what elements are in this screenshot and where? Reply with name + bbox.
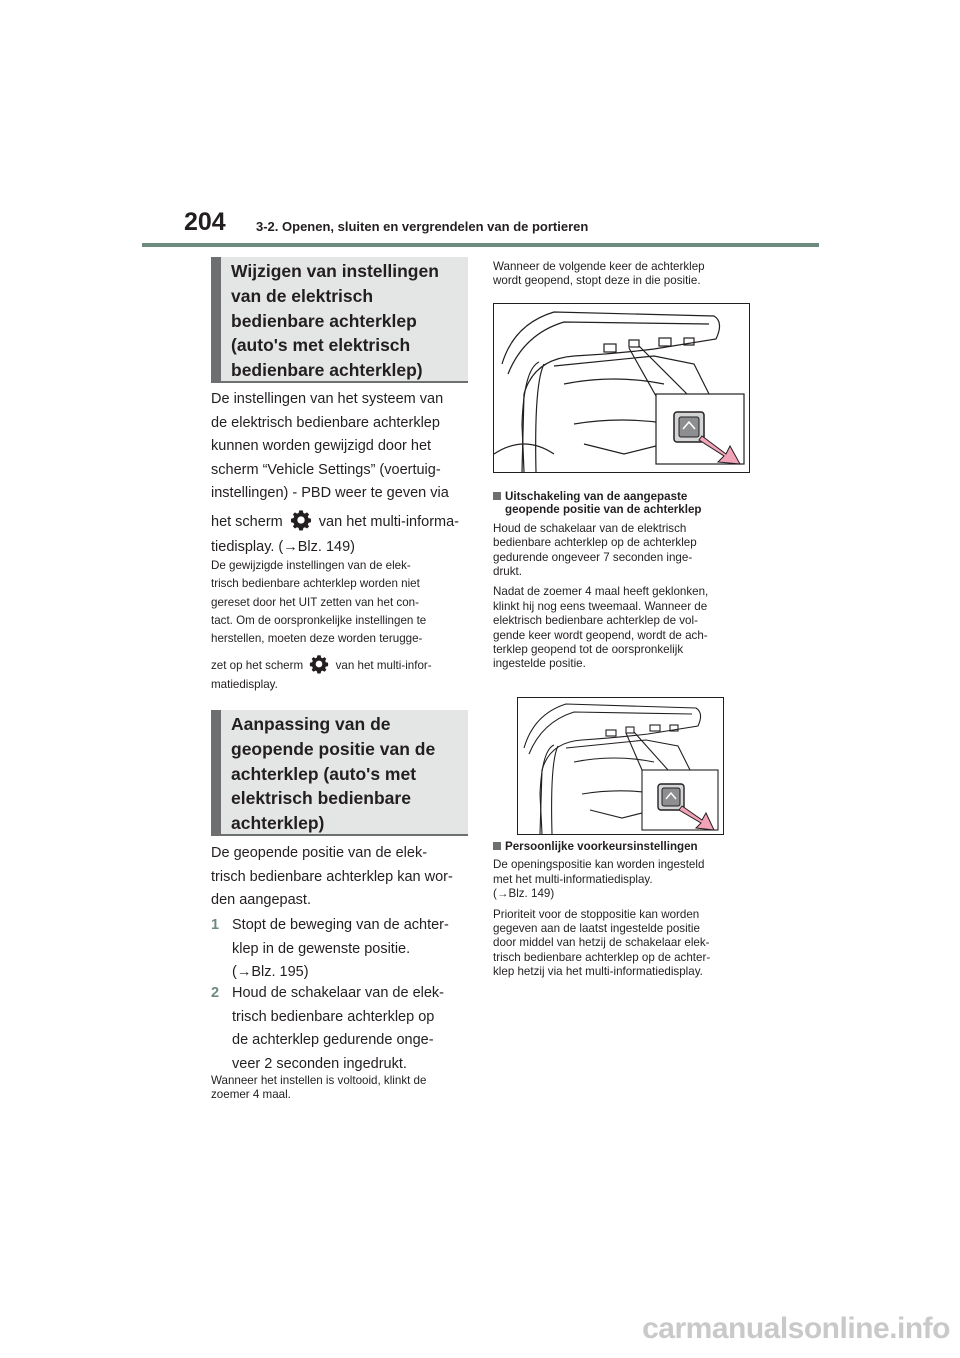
text-line: De gewijzigde instellingen van de elek-	[211, 559, 411, 572]
text-line: instellingen) - PBD weer te geven via	[211, 485, 449, 501]
text-line: ingestelde positie.	[493, 657, 586, 671]
heading-line: Aanpassing van de	[231, 714, 391, 734]
settings-note	[211, 557, 468, 694]
text-line: trisch bedienbare achterklep worden niet	[211, 577, 420, 591]
text-line: Wanneer het instellen is voltooid, klinkt de	[211, 1074, 427, 1087]
text-line: gereset door het UIT zetten van het con-	[211, 595, 419, 609]
square-bullet-icon	[493, 842, 501, 850]
text-line: Houd de schakelaar van de elek-	[232, 985, 444, 1001]
personal-preferences	[493, 840, 751, 980]
text-line: terklep geopend tot de oorspronkelijk	[493, 643, 684, 657]
text-fragment: zet op het scherm	[211, 659, 304, 673]
heading-line: achterklep)	[231, 813, 325, 834]
step-number: 1	[211, 917, 220, 933]
header-rule	[142, 243, 819, 247]
open-position-note	[211, 1074, 468, 1103]
tailgate-illustration	[518, 698, 723, 834]
section-heading-open-position	[211, 710, 468, 836]
sub-heading	[493, 840, 751, 853]
step-1	[211, 914, 468, 985]
gear-icon	[290, 509, 312, 531]
text-line: matiedisplay.	[211, 677, 278, 691]
heading-line: bedienbare achterklep	[231, 310, 417, 331]
text-line: (→Blz. 195)	[232, 964, 309, 980]
text-line: Prioriteit voor de stoppositie kan worden	[493, 907, 700, 921]
text-line: wordt geopend, stopt deze in die positie.	[493, 274, 701, 288]
square-bullet-icon	[493, 492, 501, 500]
heading-line: (auto's met elektrisch	[231, 335, 411, 356]
text-line: Stopt de beweging van de achter-	[232, 917, 449, 933]
text-line: De geopende positie van de elek-	[211, 845, 428, 861]
text-line-with-icon	[211, 654, 468, 675]
text-line: zoemer 4 maal.	[211, 1088, 291, 1102]
text-line: de elektrisch bedienbare achterklep	[211, 414, 440, 431]
heading-line: van de elektrisch	[231, 285, 374, 306]
text-line: klep in de gewenste positie.	[232, 940, 411, 957]
heading-line: geopende positie van de achterklep	[505, 503, 702, 517]
open-position-paragraph	[211, 842, 468, 913]
text-line: klinkt hij nog eens tweemaal. Wanneer de	[493, 599, 708, 613]
gear-icon	[309, 654, 329, 674]
text-line: trisch bedienbare achterklep kan wor-	[211, 868, 453, 885]
text-line: kunnen worden gewijzigd door het	[211, 438, 432, 454]
section-heading-settings	[211, 257, 468, 383]
heading-line: Uitschakeling van de aangepaste	[505, 490, 688, 503]
text-line: klep hetzij via het multi-informatiedisplay.	[493, 965, 703, 979]
text-line: den aangepast.	[211, 892, 311, 908]
text-line: tiedisplay. (→Blz. 149)	[211, 539, 355, 555]
text-line: Wanneer de volgende keer de achterklep	[493, 260, 705, 273]
text-line-with-icon	[211, 509, 468, 535]
text-line: Nadat de zoemer 4 maal heeft geklonken,	[493, 585, 709, 599]
text-line: De openingspositie kan worden ingesteld	[493, 858, 705, 872]
tailgate-illustration	[494, 304, 749, 472]
step-2	[211, 982, 468, 1076]
text-line: door middel van hetzij de schakelaar elek-	[493, 936, 710, 950]
text-line: gedurende ongeveer 7 seconden inge-	[493, 550, 693, 564]
sub-heading	[493, 490, 751, 517]
text-line: (→Blz. 149)	[493, 887, 555, 901]
text-line: bedienbare achterklep op de achterklep	[493, 536, 697, 550]
text-fragment: van het multi-infor-	[335, 659, 432, 673]
tailgate-switch-figure-2	[517, 697, 724, 835]
text-line: De instellingen van het systeem van	[211, 391, 444, 407]
text-line: scherm “Vehicle Settings” (voertuig-	[211, 461, 441, 478]
text-fragment: van het multi-informa-	[318, 513, 460, 530]
heading-line: bedienbare achterklep)	[231, 360, 423, 381]
chapter-title: 3-2. Openen, sluiten en vergrendelen van de portieren	[256, 219, 589, 234]
heading-line: Persoonlijke voorkeursinstellingen	[505, 840, 698, 853]
text-fragment: het scherm	[211, 513, 283, 530]
text-line: tact. Om de oorspronkelijke instellingen te	[211, 613, 427, 627]
text-line: trisch bedienbare achterklep op	[232, 1008, 435, 1025]
text-line: gegeven aan de laatst ingestelde positie	[493, 922, 700, 936]
heading-line: Wijzigen van instellingen	[231, 261, 439, 281]
heading-line: elektrisch bedienbare	[231, 788, 411, 809]
text-line: gende keer wordt geopend, wordt de ach-	[493, 628, 708, 642]
right-intro	[493, 260, 751, 289]
text-line: Houd de schakelaar van de elektrisch	[493, 521, 687, 535]
disable-custom-position	[493, 490, 751, 672]
settings-paragraph	[211, 388, 468, 560]
text-line: de achterklep gedurende onge-	[232, 1032, 434, 1048]
text-line: drukt.	[493, 565, 522, 579]
text-line: herstellen, moeten deze worden terugge-	[211, 632, 423, 646]
tailgate-switch-figure	[493, 303, 750, 473]
text-line: elektrisch bedienbare achterklep de vol-	[493, 614, 698, 628]
text-line: veer 2 seconden ingedrukt.	[232, 1055, 407, 1072]
text-line: trisch bedienbare achterklep op de achter-	[493, 950, 711, 964]
text-line: met het multi-informatiedisplay.	[493, 872, 653, 886]
step-number: 2	[211, 985, 220, 1001]
page-number: 204	[184, 208, 226, 236]
heading-line: achterklep (auto's met	[231, 763, 417, 784]
watermark: carmanualsonline.info	[642, 1312, 950, 1345]
heading-line: geopende positie van de	[231, 738, 436, 759]
